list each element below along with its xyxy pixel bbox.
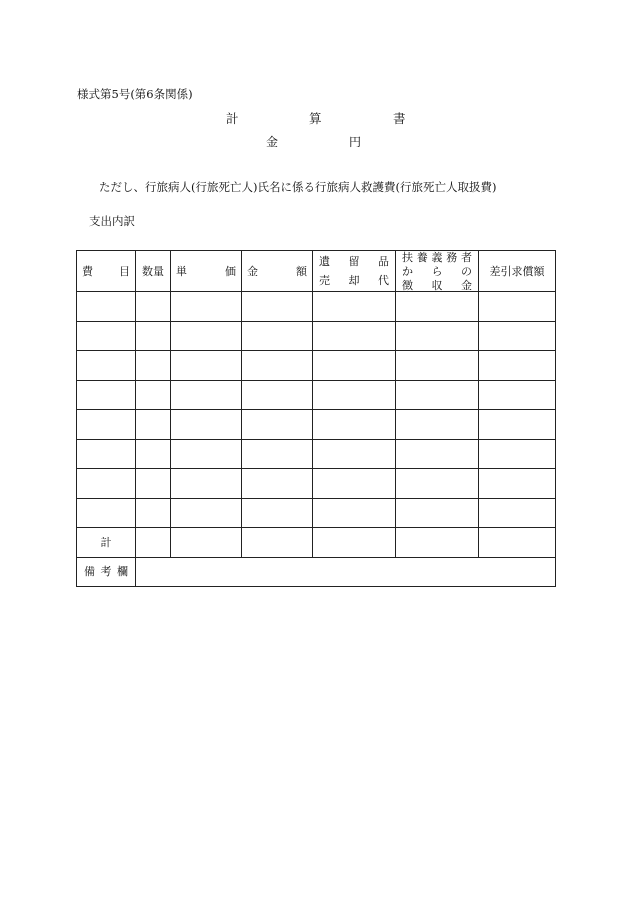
amount-prefix: 金 xyxy=(266,135,279,149)
header-amount: 金 額 xyxy=(242,251,313,292)
title-char-3: 書 xyxy=(393,111,406,126)
title-char-1: 計 xyxy=(226,111,239,126)
remarks-field xyxy=(136,557,556,587)
remarks-label: 備 考 欄 xyxy=(77,557,136,587)
table-row xyxy=(77,380,556,410)
header-unit-price: 単 価 xyxy=(171,251,242,292)
remarks-row xyxy=(77,557,556,587)
total-row xyxy=(77,528,556,558)
table-row xyxy=(77,292,556,322)
breakdown-label: 支出内訳 xyxy=(89,214,135,228)
table-row xyxy=(77,351,556,381)
form-number: 様式第5号(第6条関係) xyxy=(77,87,193,101)
header-collected: 扶 養 義 務 者 か ら の 徴 収 金 xyxy=(396,251,479,292)
table-row xyxy=(77,469,556,499)
table-row xyxy=(77,410,556,440)
title-char-2: 算 xyxy=(309,111,322,126)
total-label: 計 xyxy=(77,528,136,558)
expense-table xyxy=(76,250,556,587)
header-item: 費 目 xyxy=(77,251,136,292)
header-effects-sale: 遺 留 品 売 却 代 xyxy=(313,251,396,292)
amount-unit: 円 xyxy=(349,135,362,149)
table-row xyxy=(77,439,556,469)
table-row xyxy=(77,498,556,528)
table-header-row xyxy=(77,251,556,292)
table-row xyxy=(77,321,556,351)
header-quantity: 数量 xyxy=(136,251,171,292)
header-net-claim: 差引求償額 xyxy=(479,251,556,292)
statement-text: ただし、行旅病人(行旅死亡人)氏名に係る行旅病人救護費(行旅死亡人取扱費) xyxy=(99,180,497,194)
